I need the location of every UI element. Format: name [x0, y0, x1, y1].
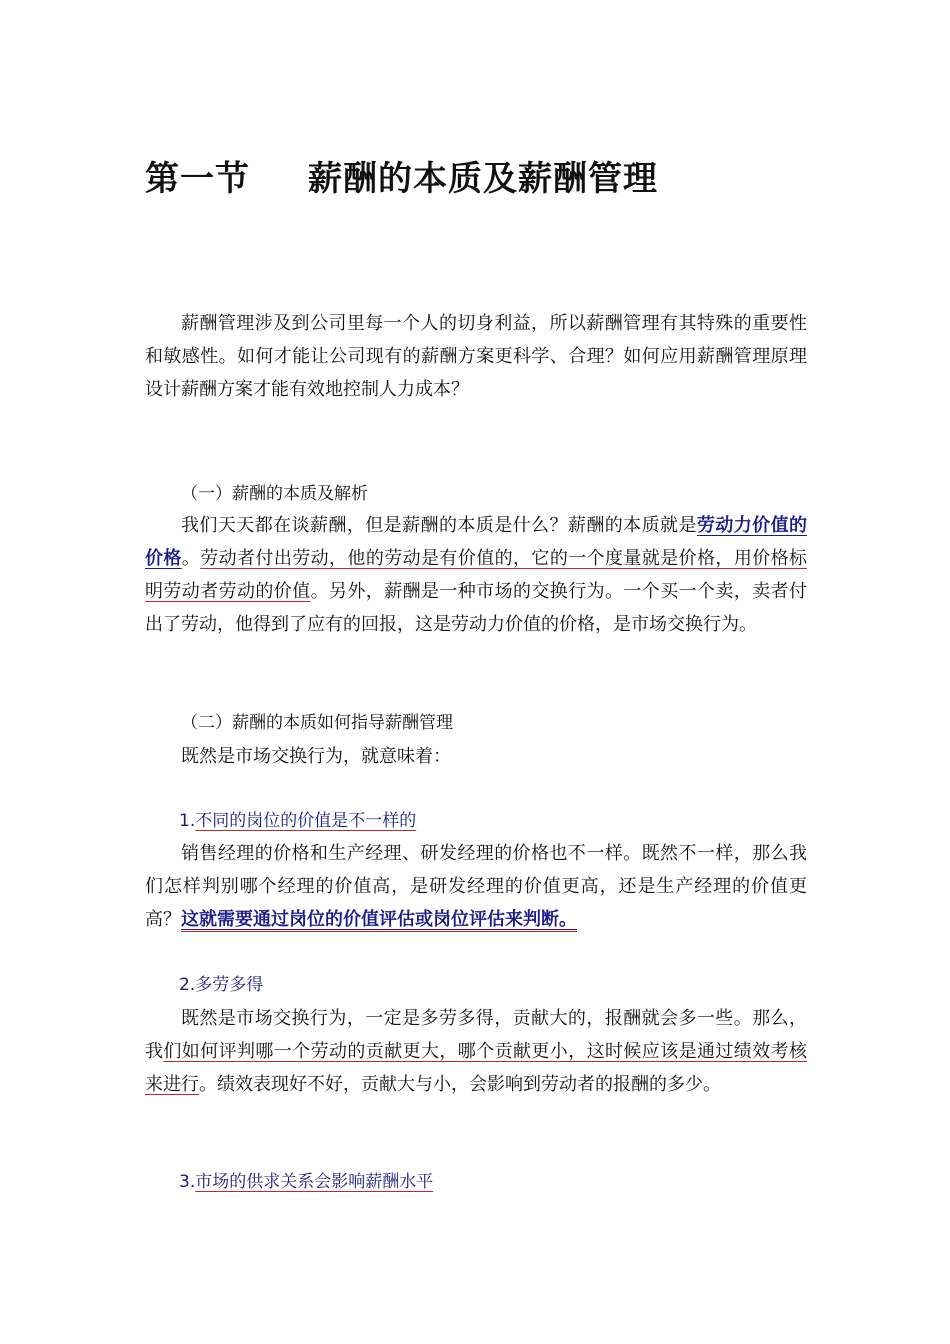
section1-underlined-text: 劳动者付出劳动，他的劳动是有价值的，它的一个度量就是价格，用价格标明劳动者劳动的价值 [145, 548, 808, 602]
item1-number: 1. [179, 811, 196, 831]
item1-text-start: 销售经理的价格和生产经理、研发经理的价格也不一样。既然不一样，那么我们怎样判别哪个经理的价值高，是研发经理的价值更高，还是生产经理的价值更高？ [145, 843, 807, 930]
item2-heading [179, 972, 263, 998]
title-prefix: 第一节 [145, 159, 250, 199]
page-title [145, 156, 658, 202]
section1-text-mid: 。 [181, 548, 201, 569]
section2-lead: 既然是市场交换行为，就意味着： [181, 746, 451, 767]
item2-number: 2. [179, 975, 196, 995]
section1-text-end: 。另外，薪酬是一种市场的交换行为。一个买一个卖，卖者付出了劳动，他得到了应有的回报，这是劳动力价值的价格，是市场交换行为。 [145, 581, 808, 635]
item2-paragraph [145, 1002, 807, 1101]
item1-heading [179, 808, 416, 834]
intro-paragraph: 薪酬管理涉及到公司里每一个人的切身利益，所以薪酬管理有其特殊的重要性和敏感性。如何才能让公司现有的薪酬方案更科学、合理？如何应用薪酬管理原理设计薪酬方案才能有效地控制人力成本？ [145, 313, 807, 400]
item2-text-start: 既然是市场交换行为，一定是多劳多得，贡献大的，报酬就会多一些。那么，我 [145, 1008, 807, 1062]
section2-heading: （二）薪酬的本质如何指导薪酬管理 [181, 713, 453, 733]
item2-underlined-text: 们如何评判哪一个劳动的贡献更大，哪个贡献更小，这时候应该是通过绩效考核来进行 [145, 1041, 808, 1095]
section1-heading: （一）薪酬的本质及解析 [181, 484, 368, 504]
item3-heading-text[interactable]: 市场的供求关系会影响薪酬水平 [195, 1172, 434, 1192]
item1-heading-text[interactable]: 不同的岗位的价值是不一样的 [195, 811, 417, 831]
item3-heading [179, 1169, 433, 1195]
title-main: 薪酬的本质及薪酬管理 [308, 159, 658, 199]
item1-link[interactable]: 这就需要通过岗位的价值评估或岗位评估来判断。 [181, 909, 577, 930]
item1-paragraph [145, 837, 807, 936]
item3-number: 3. [179, 1172, 196, 1192]
section1-paragraph [145, 509, 807, 641]
item2-text-end: 。绩效表现好不好，贡献大与小，会影响到劳动者的报酬的多少。 [199, 1074, 721, 1095]
section1-link[interactable]: 劳动力价值的价格 [145, 515, 808, 569]
item2-heading-text: 多劳多得 [195, 975, 264, 995]
section1-text-start: 我们天天都在谈薪酬，但是薪酬的本质是什么？薪酬的本质就是 [181, 515, 697, 536]
